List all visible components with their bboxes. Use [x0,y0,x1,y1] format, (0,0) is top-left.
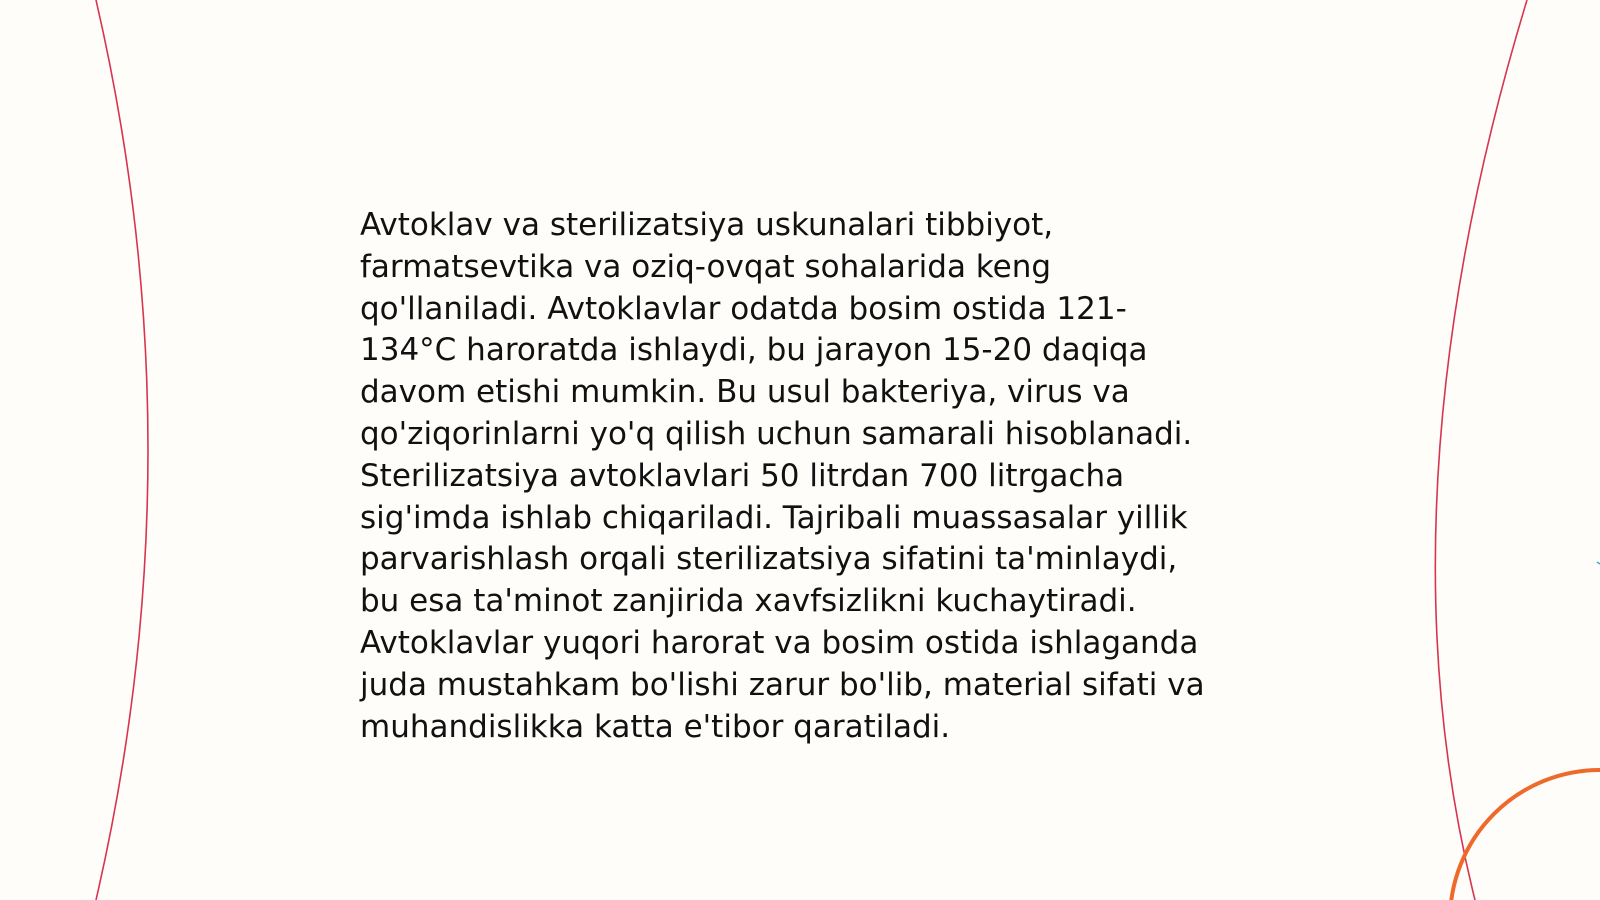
right-arc-line [1435,0,1527,900]
orange-circle-outline [1450,770,1600,900]
left-arc-line [96,0,148,900]
body-paragraph: Avtoklav va sterilizatsiya uskunalari tibbiyot, farmatsevtika va oziq-ovqat sohalarida keng qo'llaniladi. Avtoklavlar odatda bosim ostida 121- 134°C haroratda ishlaydi, bu jarayon 15-20 daqiqa davom etishi mumkin. Bu usul bakteriya, virus va qo'ziqorinlarni yo'q qilish uchun samarali hisoblanadi. Sterilizatsiya avtoklavlari 50 litrdan 700 litrgacha sig'imda ishlab chiqariladi. Tajribali muassasalar yillik parvarishlash orqali sterilizatsiya sifatini ta'minlaydi, bu esa ta'minot zanjirida xavfsizlikni kuchaytiradi. Avtoklavlar yuqori harorat va bosim ostida ishlaganda juda mustahkam bo'lishi zarur bo'lib, material sifati va muhandislikka katta e'tibor qaratiladi. [360,207,1205,745]
